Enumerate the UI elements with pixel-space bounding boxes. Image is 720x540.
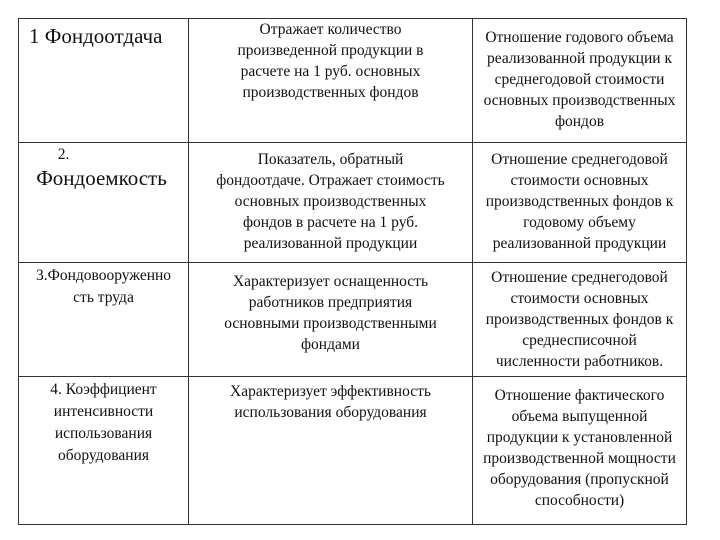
indicator-name-cell (19, 263, 189, 377)
formula-cell (473, 263, 687, 377)
table-row (19, 377, 687, 525)
indicator-formula: Отношение среднегодовой стоимости основных производственных фондов к годовому объему реализованной продукции (485, 151, 674, 252)
indicator-description: Отражает количество произведенной продукции в расчете на 1 руб. основных производственных фондов (237, 21, 424, 101)
indicator-formula: Отношение среднегодовой стоимости основных производственных фондов к среднесписочной численности работников. (485, 269, 674, 370)
indicator-description: Характеризует эффективность использования оборудования (230, 383, 431, 421)
indicator-name-cell (19, 143, 189, 263)
description-cell (189, 143, 473, 263)
table-row (19, 19, 687, 143)
description-cell (189, 263, 473, 377)
indicator-formula: Отношение годового объема реализованной продукции к среднегодовой стоимости основных производственных фондов (483, 29, 676, 130)
description-cell (189, 19, 473, 143)
indicator-name: 4. Коэффициент интенсивности использования оборудования (50, 381, 157, 464)
indicator-name-cell (19, 377, 189, 525)
indicator-description: Показатель, обратный фондоотдаче. Отражает стоимость основных производственных фондов в расчете на 1 руб. реализованной продукции (216, 151, 445, 252)
table-row (19, 263, 687, 377)
indicator-name-cell (19, 19, 189, 143)
description-cell (189, 377, 473, 525)
indicators-table (18, 18, 687, 525)
formula-cell (473, 19, 687, 143)
indicator-name: 1 Фондоотдача (29, 24, 163, 48)
indicator-name (19, 143, 188, 191)
formula-cell (473, 377, 687, 525)
table-row (19, 143, 687, 263)
indicator-formula: Отношение фактического объема выпущенной продукции к установленной производственной мощности оборудования (пропускной способности) (483, 387, 676, 509)
indicator-name: 3.Фондовооруженно сть труда (35, 267, 172, 306)
indicator-description: Характеризует оснащенность работников предприятия основными производственными фондами (224, 273, 437, 353)
indicator-number: 2. (57, 146, 70, 163)
formula-cell (473, 143, 687, 263)
indicator-title: Фондоемкость (36, 166, 167, 190)
